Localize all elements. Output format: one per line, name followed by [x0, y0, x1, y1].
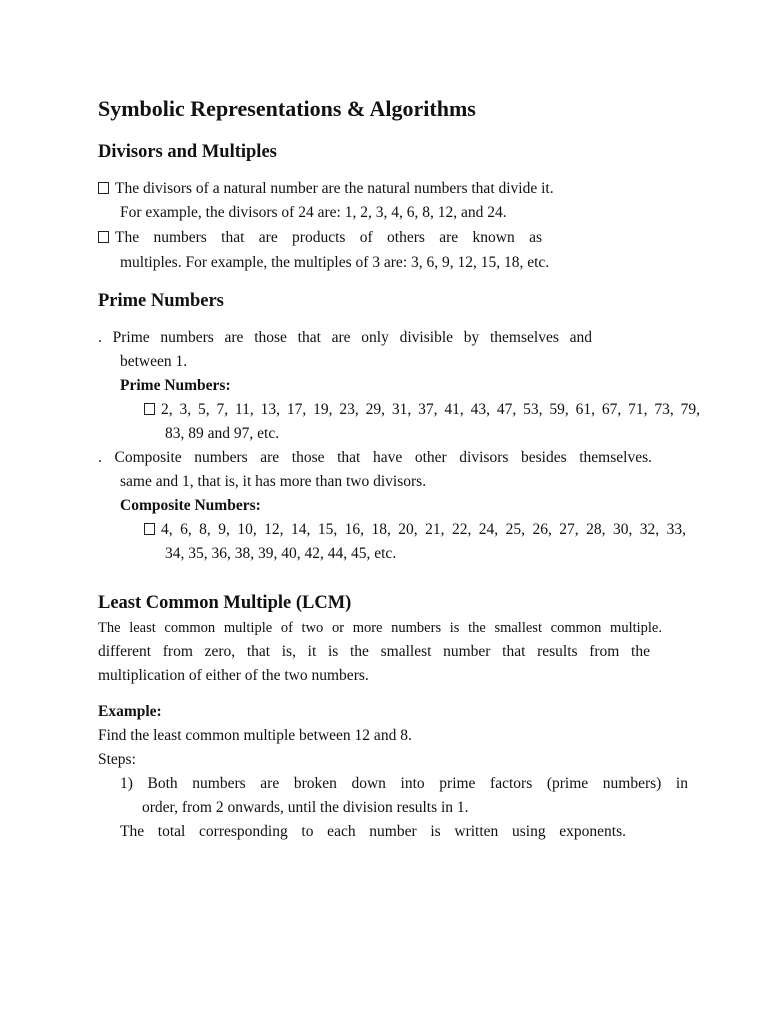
- checkbox-bullet-icon: [144, 403, 155, 415]
- composite-numbers-label: Composite Numbers:: [120, 497, 261, 514]
- composite-list-line1: 4, 6, 8, 9, 10, 12, 14, 15, 16, 18, 20, 21, 22, 24, 25, 26, 27, 28, 30, 32, 33,: [144, 520, 686, 540]
- prime-numbers-label: Prime Numbers:: [120, 377, 231, 394]
- divisors-p1-line1: The divisors of a natural number are the natural numbers that divide it.: [115, 180, 554, 197]
- prime-p1-line2: between 1.: [120, 353, 188, 370]
- example-text: Find the least common multiple between 12 and 8.: [98, 727, 412, 744]
- prime-p1-line1: . Prime numbers are those that are only divisible by themselves and: [98, 329, 592, 346]
- section-heading-divisors: Divisors and Multiples: [98, 142, 277, 162]
- divisors-p1-line2: For example, the divisors of 24 are: 1, 2, 3, 4, 6, 8, 12, and 24.: [120, 204, 507, 221]
- divisors-paragraph-2: [98, 228, 542, 248]
- divisors-paragraph-1: [98, 179, 554, 199]
- example-label: Example:: [98, 703, 162, 720]
- divisors-p2-line2: multiples. For example, the multiples of 3 are: 3, 6, 9, 12, 15, 18, etc.: [120, 254, 550, 271]
- composite-list-line2: 34, 35, 36, 38, 39, 40, 42, 44, 45, etc.: [165, 545, 397, 562]
- prime-list-line1: 2, 3, 5, 7, 11, 13, 17, 19, 23, 29, 31, 37, 41, 43, 47, 53, 59, 61, 67, 71, 73, 79,: [144, 400, 700, 420]
- divisors-p2-line1: The numbers that are products of others are known as: [115, 229, 542, 246]
- checkbox-bullet-icon: [98, 231, 109, 243]
- lcm-line1: The least common multiple of two or more numbers is the smallest common multiple.: [98, 620, 662, 636]
- step1-line2: order, from 2 onwards, until the division results in 1.: [142, 799, 469, 816]
- step2-line1: The total corresponding to each number is written using exponents.: [120, 823, 626, 840]
- prime-list-line2: 83, 89 and 97, etc.: [165, 425, 280, 442]
- composite-p-line1: . Composite numbers are those that have other divisors besides themselves.: [98, 449, 652, 466]
- steps-label: Steps:: [98, 751, 136, 768]
- page-title: Symbolic Representations & Algorithms: [98, 96, 476, 121]
- section-heading-prime: Prime Numbers: [98, 291, 224, 311]
- step1-line1: 1) Both numbers are broken down into prime factors (prime numbers) in: [120, 775, 688, 792]
- checkbox-bullet-icon: [98, 182, 109, 194]
- section-heading-lcm: Least Common Multiple (LCM): [98, 593, 352, 613]
- lcm-line2: different from zero, that is, it is the smallest number that results from the: [98, 643, 650, 660]
- checkbox-bullet-icon: [144, 523, 155, 535]
- composite-p-line2: same and 1, that is, it has more than two divisors.: [120, 473, 427, 490]
- lcm-line3: multiplication of either of the two numbers.: [98, 667, 369, 684]
